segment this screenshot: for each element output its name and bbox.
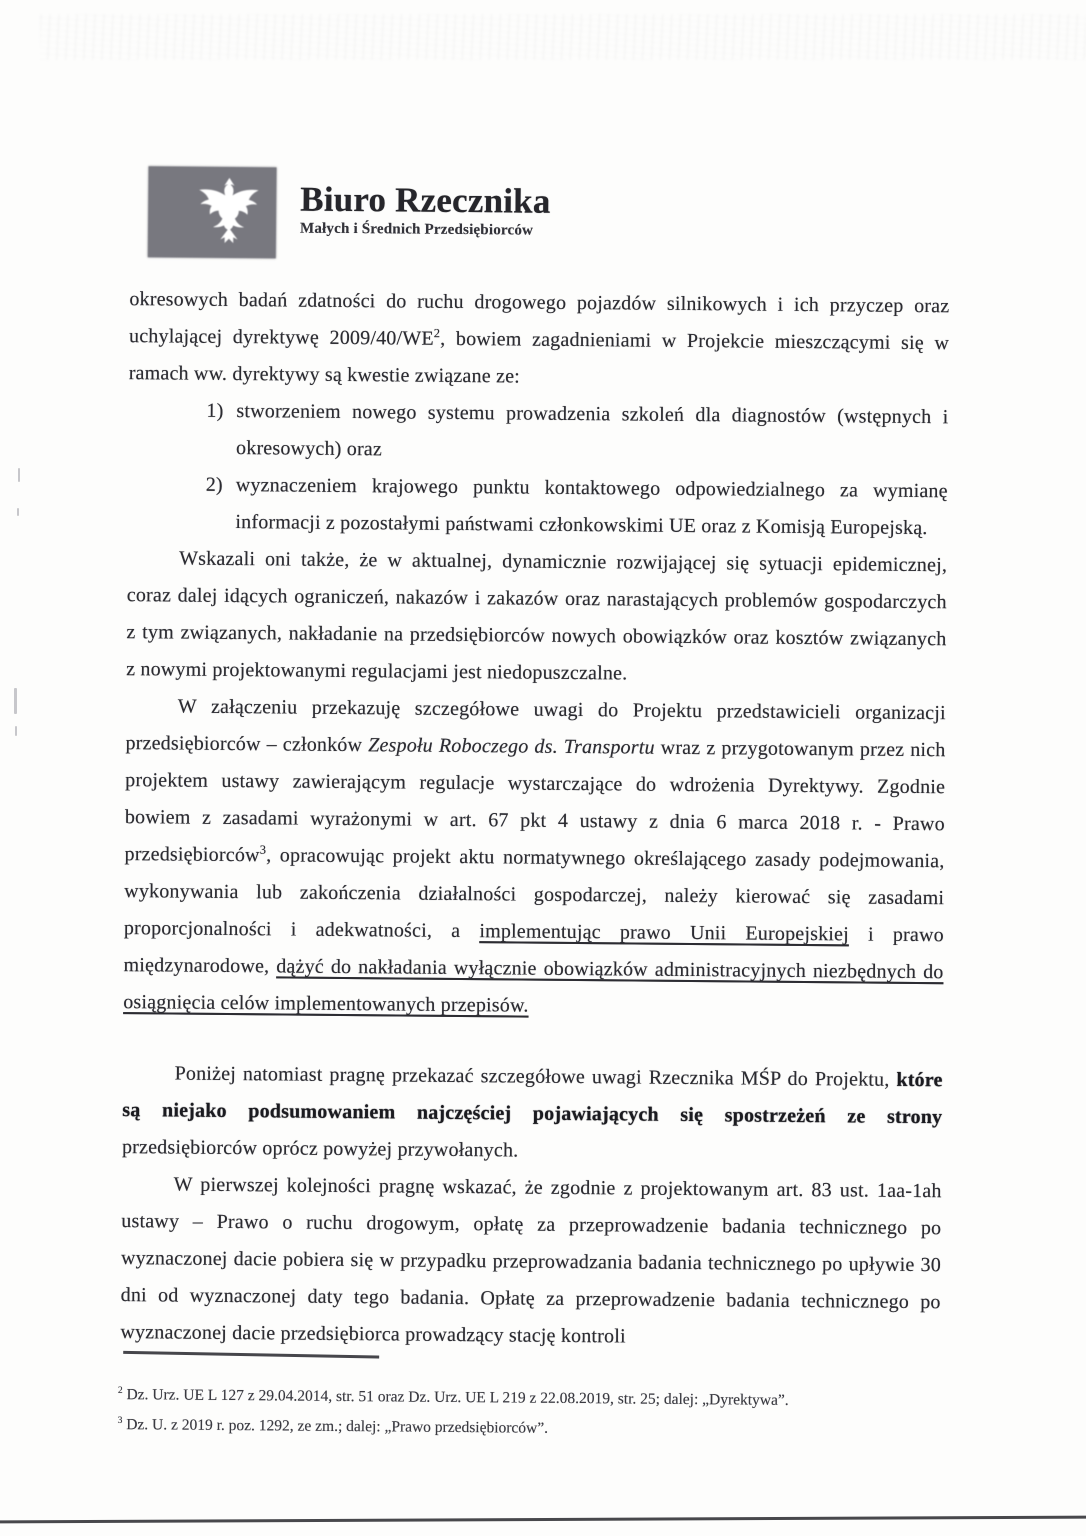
org-subtitle: Małych i Średnich Przedsiębiorców (299, 220, 534, 239)
list-marker-2: 2) (205, 473, 223, 496)
paragraph-directive-scope: okresowych badań zdatności do ruchu drogowego pojazdów silnikowych i ich przyczep oraz uchylającej dyrektywę $2009/40/WE^2$, bowiem zagadnieniami w Projekcie mieszczącymi się w ramach ww. dyrektywy są kwestie związane ze: (128, 288, 950, 388)
list-item-1 (128, 392, 949, 473)
scan-edge-mark (15, 726, 17, 736)
list-marker-1: 1) (206, 399, 224, 422)
footnote-3: $^3$ Dz. U. z 2019 r. poz. 1292, ze zm.; dalej: „Prawo przedsiębiorców”. (117, 1414, 549, 1437)
scan-edge-mark (17, 508, 19, 516)
letterhead (148, 166, 551, 261)
list-item-2 (127, 466, 948, 547)
paragraph-epidemic-situation: Wskazali oni także, że w aktualnej, dynamicznie rozwijającej się sytuacji epidemicznej, coraz dalej idących ograniczeń, nakazów i zakazów oraz narastających problemów gospodarczych z tym związanych, nakładanie na przedsiębiorców nowych obowiązków oraz kosztów związanych z nowymi projektowanymi regulacjami jest niedopuszczalne. (126, 547, 948, 685)
list-item-1-text: stworzeniem nowego systemu prowadzenia szkoleń dla diagnostów (wstępnych i okresowych) oraz (235, 400, 949, 461)
paragraph-attachment-remarks: W załączeniu przekazuję szczegółowe uwagi do Projektu przedstawicieli organizacji przedsiębiorców – członków Zespołu Roboczego ds. Transportu wraz z przygotowanym przez nich projektem ustawy zawierającym regulacje wystarczające do wdrożenia Dyrektywy. Zgodnie bowiem z zasadami wyrażonymi w art. 67 pkt 4 ustawy z dnia 6 marca 2018 r. - Prawo przedsiębiorców$^3$, opracowując projekt aktu normatywnego określającego zasady podejmowania, wykonywania lub zakończenia działalności gospodarczej, należy kierować się zasadami proporcjonalności i adekwatności, a implementując prawo Unii Europejskiej i prawo międzynarodowe, dążyć do nakładania wyłącznie obowiązków administracyjnych niezbędnych do osiągnięcia celów implementowanych przepisów. (123, 695, 946, 1017)
list-item-2-text: wyznaczeniem krajowego punktu kontaktowego odpowiedzialnego za wymianę informacji z pozostałymi państwami członkowskimi UE oraz z Komisją Europejską. (235, 474, 948, 540)
scan-edge-mark (18, 468, 20, 482)
numbered-list (127, 392, 948, 547)
paragraph-detailed-remarks: Poniżej natomiast pragnę przekazać szczegółowe uwagi Rzecznika MŚP do Projektu, które są niejako podsumowaniem najczęściej pojawiających się spostrzeżeń ze strony przedsiębiorców oprócz powyżej przywołanych. (121, 1062, 943, 1162)
letter-body (120, 281, 949, 1358)
paragraph-art83-fee: W pierwszej kolejności pragnę wskazać, że zgodnie z projektowanym art. 83 ust. 1aa-1ah ustawy – Prawo o ruchu drogowym, opłatę za przeprowadzenie badania technicznego po wyznaczonej dacie pobiera się w przypadku przeprowadzania badania technicznego po upływie 30 dni od wyznaczonej daty tego badania. Opłatę za przeprowadzenie badania technicznego po wyznaczonej dacie przedsiębiorca prowadzący stację kontroli (120, 1173, 942, 1348)
org-title: Biuro Rzecznika (300, 179, 551, 221)
coat-of-arms-logo (148, 166, 277, 258)
footnote-2: $^2$ Dz. Urz. UE L 127 z 29.04.2014, str. 51 oraz Dz. Urz. UE L 219 z 22.08.2019, str. 25; dalej: „Dyrektywa”. (117, 1384, 789, 1409)
letterhead-text (300, 168, 551, 240)
polish-eagle-icon (186, 171, 277, 254)
scan-edge-mark (14, 688, 17, 714)
footnotes (117, 1380, 947, 1447)
